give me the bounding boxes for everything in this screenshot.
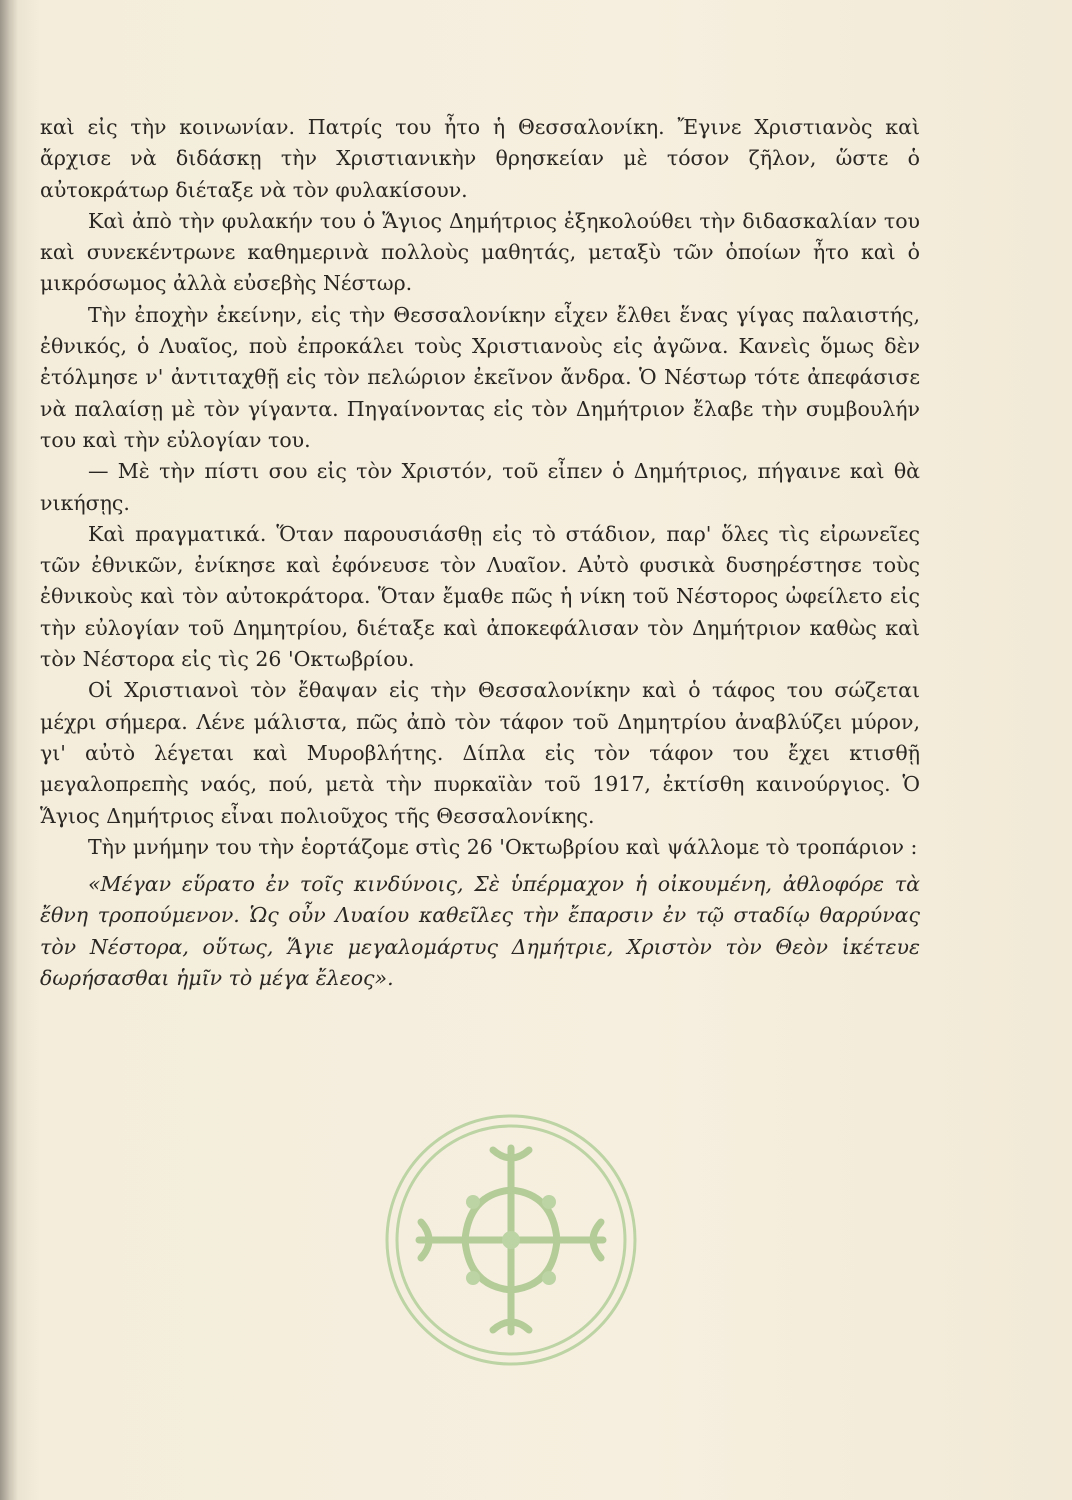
- cross-seal-icon: [381, 1110, 641, 1370]
- paragraph-6: Οἱ Χριστιανοὶ τὸν ἔθαψαν εἰς τὴν Θεσσαλονίκην καὶ ὁ τάφος του σώζεται μέχρι σήμερα. Λένε μάλιστα, πῶς ἀπὸ τὸν τάφον τοῦ Δημητρίου ἀναβλύζει μύρον, γι' αὐτὸ λέγεται καὶ Μυροβλήτης. Δίπλα εἰς τὸν τάφον του ἔχει κτισθῇ μεγαλοπρεπὴς ναός, πού, μετὰ τὴν πυρκαϊὰν τοῦ 1917, ἐκτίσθη καινούργιος. Ὁ Ἅγιος Δημήτριος εἶναι πολιοῦχος τῆς Θεσσαλονίκης.: [40, 678, 920, 828]
- paragraph-dialogue: — Μὲ τὴν πίστι σου εἰς τὸν Χριστόν, τοῦ εἶπεν ὁ Δημήτριος, πήγαινε καὶ θὰ νικήσῃς.: [40, 459, 920, 515]
- page-binding-edge: [0, 0, 18, 1500]
- paragraph-5: Καὶ πραγματικά. Ὅταν παρουσιάσθῃ εἰς τὸ στάδιον, παρ' ὅλες τὶς εἰρωνεῖες τῶν ἐθνικῶν, ἐνίκησε καὶ ἐφόνευσε τὸν Λυαῖον. Αὐτὸ φυσικὰ δυσηρέστησε τοὺς ἐθνικοὺς καὶ τὸν αὐτοκράτορα. Ὅταν ἔμαθε πῶς ἡ νίκη τοῦ Νέστορος ὠφείλετο εἰς τὴν εὐλογίαν τοῦ Δημητρίου, διέταξε καὶ ἀποκεφάλισαν τὸν Δημήτριον καθὼς καὶ τὸν Νέστορα εἰς τὶς 26 'Οκτωβρίου.: [40, 521, 920, 672]
- paragraph-1: καὶ εἰς τὴν κοινωνίαν. Πατρίς του ἦτο ἡ Θεσσαλονίκη. Ἔγινε Χριστιανὸς καὶ ἄρχισε νὰ διδάσκῃ τὴν Χριστιανικὴν θρησκείαν μὲ τόσον ζῆλον, ὥστε ὁ αὐτοκράτωρ διέταξε νὰ τὸν φυλακίσουν.: [40, 115, 920, 202]
- paragraph-2: Καὶ ἀπὸ τὴν φυλακήν του ὁ Ἅγιος Δημήτριος ἐξηκολούθει τὴν διδασκαλίαν του καὶ συνεκέντρωνε καθημερινὰ πολλοὺς μαθητάς, μεταξὺ τῶν ὁποίων ἦτο καὶ ὁ μικρόσωμος ἀλλὰ εὐσεβὴς Νέστωρ.: [40, 208, 920, 296]
- paragraph-3: Τὴν ἐποχὴν ἐκείνην, εἰς τὴν Θεσσαλονίκην εἶχεν ἔλθει ἕνας γίγας παλαιστής, ἐθνικός, ὁ Λυαῖος, ποὺ ἐπροκάλει τοὺς Χριστιανοὺς εἰς ἀγῶνα. Κανεὶς ὅμως δὲν ἐτόλμησε ν' ἀντιταχθῇ εἰς τὸν πελώριον ἐκεῖνον ἄνδρα. Ὁ Νέστωρ τότε ἀπεφάσισε νὰ παλαίσῃ μὲ τὸν γίγαντα. Πηγαίνοντας εἰς τὸν Δημήτριον ἔλαβε τὴν συμβουλήν του καὶ τὴν εὐλογίαν του.: [40, 302, 920, 452]
- troparion-quote: «Μέγαν εὕρατο ἐν τοῖς κινδύνοις, Σὲ ὑπέρμαχον ἡ οἰκουμένη, ἀθλοφόρε τὰ ἔθνη τροπούμενον. Ὡς οὖν Λυαίου καθεῖλες τὴν ἔπαρσιν ἐν τῷ σταδίῳ θαρρύνας τὸν Νέστορα, οὕτως, Ἅγιε μεγαλομάρτυς Δημήτριε, Χριστὸν τὸν Θεὸν ἱκέτευε δωρήσασθαι ἡμῖν τὸ μέγα ἔλεος».: [40, 872, 920, 991]
- paragraph-7: Τὴν μνήμην του τὴν ἑορτάζομε στὶς 26 'Οκτωβρίου καὶ ψάλλομε τὸ τροπάριον :: [88, 834, 918, 859]
- body-text: [40, 112, 920, 994]
